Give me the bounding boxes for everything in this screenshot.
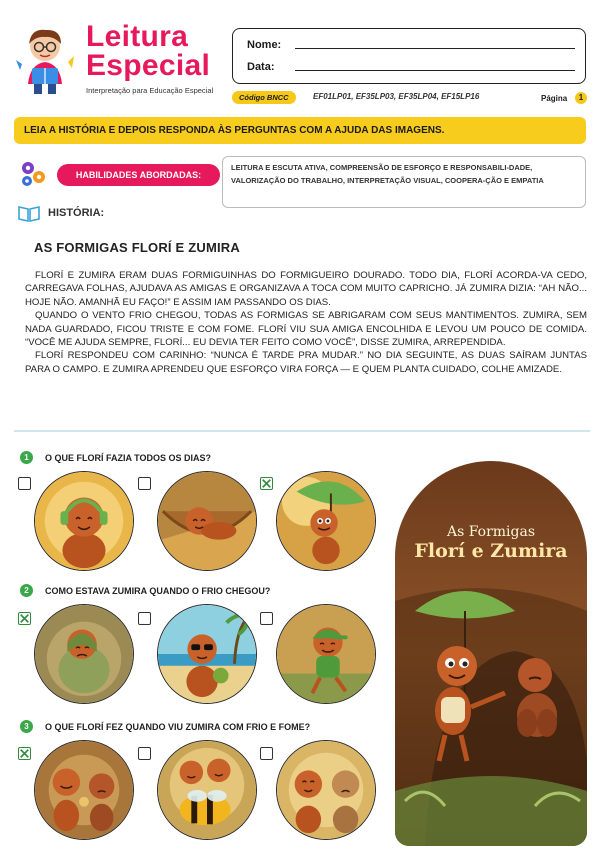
answer-checkbox[interactable] — [18, 477, 31, 490]
answer-checkbox-checked[interactable] — [260, 477, 273, 490]
answer-checkbox[interactable] — [260, 747, 273, 760]
answer-checkbox[interactable] — [138, 747, 151, 760]
question-text: COMO ESTAVA ZUMIRA QUANDO O FRIO CHEGOU? — [45, 586, 271, 596]
page-number-badge: 1 — [575, 92, 587, 104]
question-text: O QUE FLORÍ FEZ QUANDO VIU ZUMIRA COM FRIO E FOME? — [45, 722, 311, 732]
instruction-banner: LEIA A HISTÓRIA E DEPOIS RESPONDA ÀS PERGUNTAS COM A AJUDA DAS IMAGENS. — [14, 117, 586, 144]
open-book-icon — [18, 204, 40, 222]
section-divider — [14, 430, 590, 432]
story-cover-illustration — [395, 461, 587, 846]
logo-subtitle: Interpretação para Educação Especial — [86, 86, 214, 95]
question-number-badge: 3 — [20, 720, 33, 733]
skills-label: HABILIDADES ABORDADAS: — [57, 164, 220, 186]
name-label: Nome: — [247, 39, 282, 51]
story-text — [25, 269, 587, 376]
answer-checkbox[interactable] — [138, 612, 151, 625]
skills-text: LEITURA E ESCUTA ATIVA, COMPREENSÃO DE ESFORÇO E RESPONSABILI-DADE, VALORIZAÇÃO DO TRABALHO, INTERPRETAÇÃO VISUAL, COOPERA-ÇÃO E EMPATIA — [222, 156, 586, 208]
question-text: O QUE FLORÍ FAZIA TODOS OS DIAS? — [45, 453, 212, 463]
logo-line-2: Especial — [86, 49, 211, 82]
bncc-codes: EF01LP01, EF35LP03, EF35LP04, EF15LP16 — [313, 92, 480, 101]
cover-title-line-1: As Formigas — [446, 524, 536, 540]
story-paragraph: QUANDO O VENTO FRIO CHEGOU, TODAS AS FORMIGAS SE ABRIGARAM COM SEUS MANTIMENTOS. ZUMIRA, SEM NADA GUARDADO, FICOU TRISTE E COM FOME. FLORÍ VIU SUA AMIGA ENCOLHIDA E LEVOU UM POUCO DE COMIDA. “VOCÊ ME AJUDA SEMPRE, FLORÍ... EU DEVIA TER FEITO COMO VOCÊ”, DISSE ZUMIRA, ARREPENDIDA. — [25, 310, 587, 349]
page-label: Página — [541, 94, 568, 103]
option-image-ant-carrying-leaf[interactable] — [276, 471, 376, 571]
reading-kid-logo-icon — [14, 24, 76, 96]
checkmark-x-icon — [19, 748, 30, 759]
gears-icon — [18, 160, 48, 188]
story-title: AS FORMIGAS FLORÍ E ZUMIRA — [34, 240, 240, 255]
student-info-box — [232, 28, 586, 84]
name-field[interactable] — [295, 48, 575, 49]
question-number-badge: 2 — [20, 584, 33, 597]
option-image-ant-huddled-sad[interactable] — [34, 604, 134, 704]
logo-line-1: Leitura — [86, 20, 189, 53]
question-number-badge: 1 — [20, 451, 33, 464]
cover-title-line-2: Florí e Zumira — [414, 540, 568, 562]
date-label: Data: — [247, 61, 275, 73]
answer-checkbox[interactable] — [138, 477, 151, 490]
bncc-badge: Código BNCC — [232, 91, 296, 104]
answer-checkbox-checked[interactable] — [18, 612, 31, 625]
option-image-ant-at-beach-sunglasses[interactable] — [157, 604, 257, 704]
story-paragraph: FLORÍ E ZUMIRA ERAM DUAS FORMIGUINHAS DO FORMIGUEIRO DOURADO. TODO DIA, FLORÍ ACORDA-VA CEDO, CARREGAVA FOLHAS, AJUDAVA AS AMIGAS E ORGANIZAVA A TOCA COM MUITO CAPRICHO. JÁ ZUMIRA DIZIA: “AH NÃO... HOJE NÃO. AMANHÃ EU FAÇO!” E ASSIM IAM PASSANDO OS DIAS. — [25, 270, 587, 308]
answer-checkbox[interactable] — [260, 612, 273, 625]
checkmark-x-icon — [19, 613, 30, 624]
story-paragraph: FLORÍ RESPONDEU COM CARINHO: “NUNCA É TARDE PRA MUDAR.” NO DIA SEGUINTE, AS DUAS SAÍRAM JUNTAS PARA O CAMPO. E ZUMIRA APRENDEU QUE ESFORÇO VIRA FORÇA — E QUEM PLANTA CUIDADO, COLHE AMIZADE. — [25, 350, 587, 375]
story-section-label: HISTÓRIA: — [48, 207, 105, 219]
answer-checkbox-checked[interactable] — [18, 747, 31, 760]
option-image-ant-ignoring-friend[interactable] — [276, 740, 376, 840]
option-image-ant-sleeping-in-hammock[interactable] — [157, 471, 257, 571]
date-field[interactable] — [295, 70, 575, 71]
option-image-ant-with-headphones[interactable] — [34, 471, 134, 571]
option-image-ants-riding-bee[interactable] — [157, 740, 257, 840]
logo-title — [86, 22, 210, 80]
option-image-ant-with-cap-running[interactable] — [276, 604, 376, 704]
checkmark-x-icon — [261, 478, 272, 489]
option-image-ant-offering-food[interactable] — [34, 740, 134, 840]
